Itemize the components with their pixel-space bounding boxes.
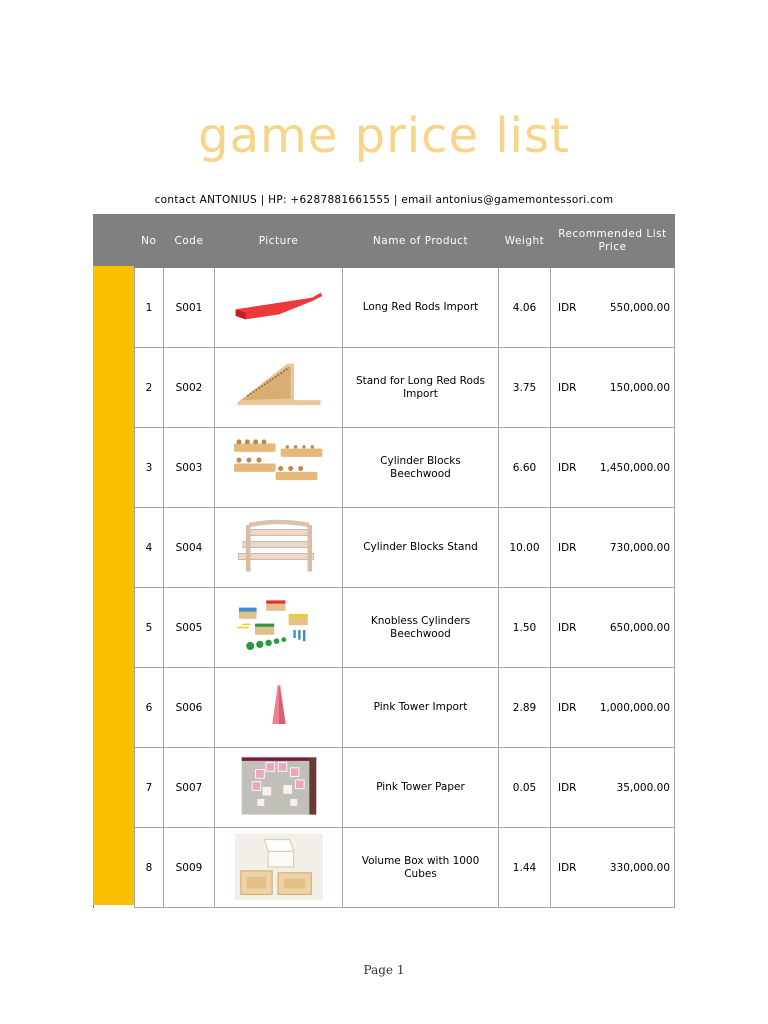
row-code: S006 (164, 668, 215, 748)
table-row (94, 348, 675, 428)
row-product-name: Long Red Rods Import (343, 268, 499, 348)
row-weight: 10.00 (499, 508, 551, 588)
row-currency: IDR (551, 588, 583, 668)
header-picture: Picture (215, 215, 343, 268)
blocks-stand-icon (234, 570, 324, 582)
row-currency: IDR (551, 748, 583, 828)
row-product-name: Stand for Long Red Rods Import (343, 348, 499, 428)
contact-line: contact ANTONIUS | HP: +6287881661555 | email antonius@gamemontessori.com (154, 194, 614, 206)
row-price: 1,450,000.00 (583, 428, 675, 508)
rods-stand-icon (229, 408, 329, 420)
header-name: Name of Product (343, 215, 499, 268)
row-code: S004 (164, 508, 215, 588)
table-row (94, 588, 675, 668)
row-no: 6 (135, 668, 164, 748)
row-weight: 0.05 (499, 748, 551, 828)
row-currency: IDR (551, 668, 583, 748)
header-price: Recommended List Price (551, 215, 675, 268)
row-weight: 1.50 (499, 588, 551, 668)
row-code: S005 (164, 588, 215, 668)
pink-tower-paper-icon (240, 809, 318, 821)
row-weight: 4.06 (499, 268, 551, 348)
row-no: 5 (135, 588, 164, 668)
cylinder-blocks-icon (229, 488, 329, 500)
row-price: 650,000.00 (583, 588, 675, 668)
row-code: S003 (164, 428, 215, 508)
row-picture (215, 828, 343, 908)
row-no: 4 (135, 508, 164, 588)
row-currency: IDR (551, 508, 583, 588)
row-no: 8 (135, 828, 164, 908)
header-code: Code (164, 215, 215, 268)
row-weight: 3.75 (499, 348, 551, 428)
row-code: S009 (164, 828, 215, 908)
volume-box-icon (235, 892, 323, 904)
row-product-name: Pink Tower Paper (343, 748, 499, 828)
row-currency: IDR (551, 268, 583, 348)
row-picture (215, 348, 343, 428)
table-row (94, 268, 675, 348)
row-product-name: Cylinder Blocks Beechwood (343, 428, 499, 508)
row-price: 730,000.00 (583, 508, 675, 588)
row-product-name: Volume Box with 1000 Cubes (343, 828, 499, 908)
row-picture (215, 588, 343, 668)
row-currency: IDR (551, 828, 583, 908)
side-accent-bar (93, 266, 134, 905)
table-row (94, 828, 675, 908)
price-table (93, 214, 675, 908)
row-weight: 1.44 (499, 828, 551, 908)
row-picture (215, 508, 343, 588)
row-currency: IDR (551, 348, 583, 428)
row-price: 1,000,000.00 (583, 668, 675, 748)
header-blank (94, 215, 135, 268)
table-header-row (94, 215, 675, 268)
row-product-name: Pink Tower Import (343, 668, 499, 748)
table-row (94, 508, 675, 588)
row-price: 330,000.00 (583, 828, 675, 908)
row-code: S007 (164, 748, 215, 828)
table-row (94, 668, 675, 748)
row-no: 2 (135, 348, 164, 428)
row-picture (215, 668, 343, 748)
page-footer: Page 1 (363, 963, 405, 977)
row-price: 35,000.00 (583, 748, 675, 828)
row-no: 3 (135, 428, 164, 508)
long-red-rods-icon (229, 322, 329, 334)
row-product-name: Cylinder Blocks Stand (343, 508, 499, 588)
row-picture (215, 748, 343, 828)
row-code: S001 (164, 268, 215, 348)
row-price: 550,000.00 (583, 268, 675, 348)
header-weight: Weight (499, 215, 551, 268)
pink-tower-icon (259, 728, 299, 740)
row-product-name: Knobless Cylinders Beechwood (343, 588, 499, 668)
row-picture (215, 268, 343, 348)
header-no: No (135, 215, 164, 268)
table-row (94, 428, 675, 508)
row-picture (215, 428, 343, 508)
row-code: S002 (164, 348, 215, 428)
table-row (94, 748, 675, 828)
row-weight: 6.60 (499, 428, 551, 508)
row-currency: IDR (551, 428, 583, 508)
row-no: 1 (135, 268, 164, 348)
row-price: 150,000.00 (583, 348, 675, 428)
knobless-cylinders-icon (231, 645, 327, 657)
row-no: 7 (135, 748, 164, 828)
row-weight: 2.89 (499, 668, 551, 748)
page-title: game price list (198, 108, 570, 164)
